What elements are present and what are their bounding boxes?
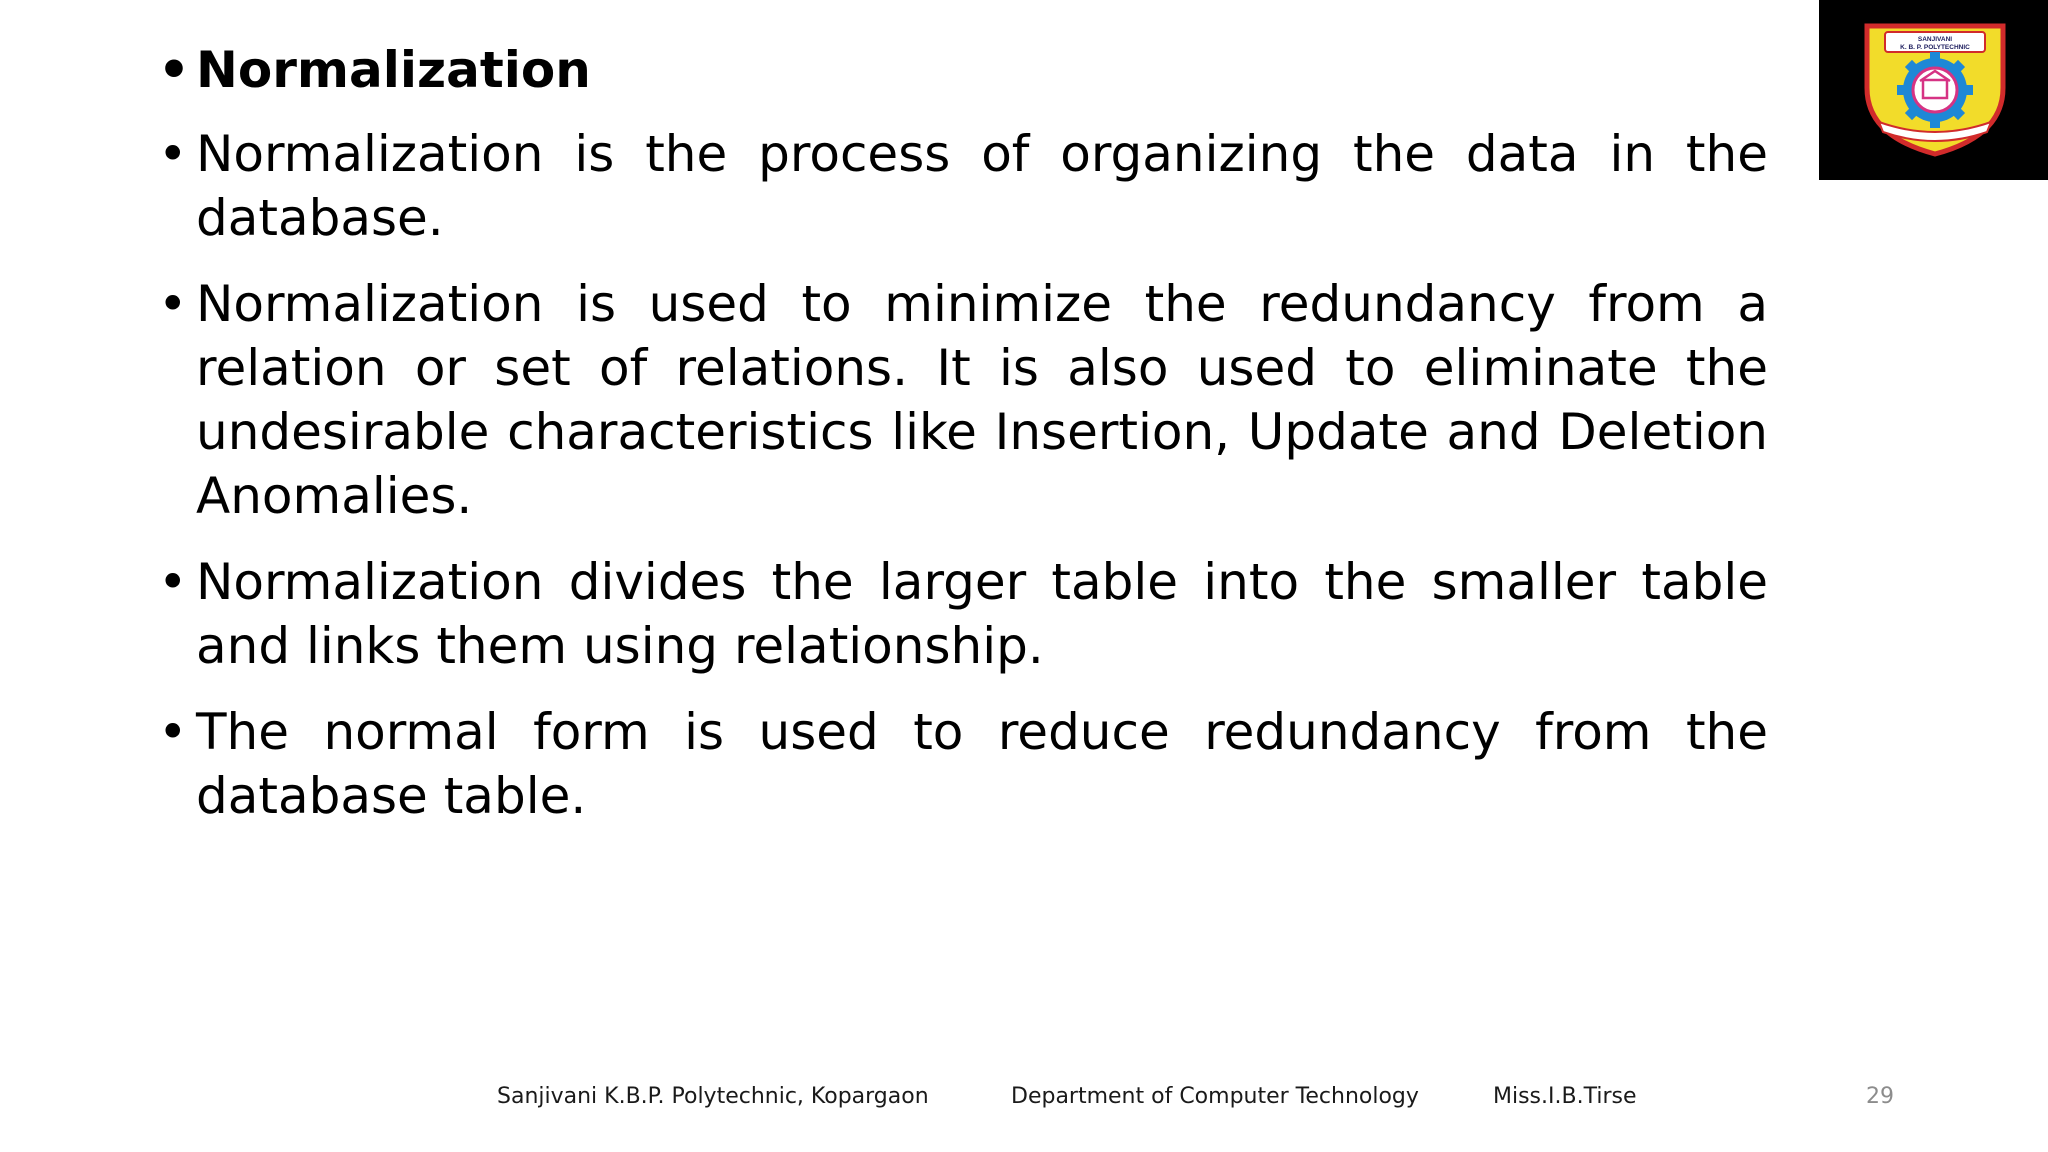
logo-box [1819, 0, 2048, 180]
footer-author: Miss.I.B.Tirse [1493, 1084, 1637, 1109]
logo-text-bottom: K. B. P. POLYTECHNIC [1900, 44, 1970, 51]
bullet-item: • Normalization is used to minimize the redundancy from a relation or set of relations. It is also used to eliminate the undesirable characteristics like Insertion, Update and Deletion Anomalies. [158, 272, 1768, 528]
logo-text-top: SANJIVANI [1917, 36, 1953, 43]
bullet-list [158, 38, 1768, 850]
footer-college: Sanjivani K.B.P. Polytechnic, Kopargaon [497, 1084, 929, 1109]
page-number: 29 [1866, 1084, 1894, 1109]
bullet-item: • The normal form is used to reduce redundancy from the database table. [158, 700, 1768, 828]
bullet-heading: • Normalization [158, 38, 1768, 102]
footer-department: Department of Computer Technology [1011, 1084, 1419, 1109]
bullet-item: • Normalization is the process of organizing the data in the database. [158, 122, 1768, 250]
bullet-item: • Normalization divides the larger table into the smaller table and links them using relationship. [158, 550, 1768, 678]
college-logo-emblem-icon [1857, 18, 2013, 158]
